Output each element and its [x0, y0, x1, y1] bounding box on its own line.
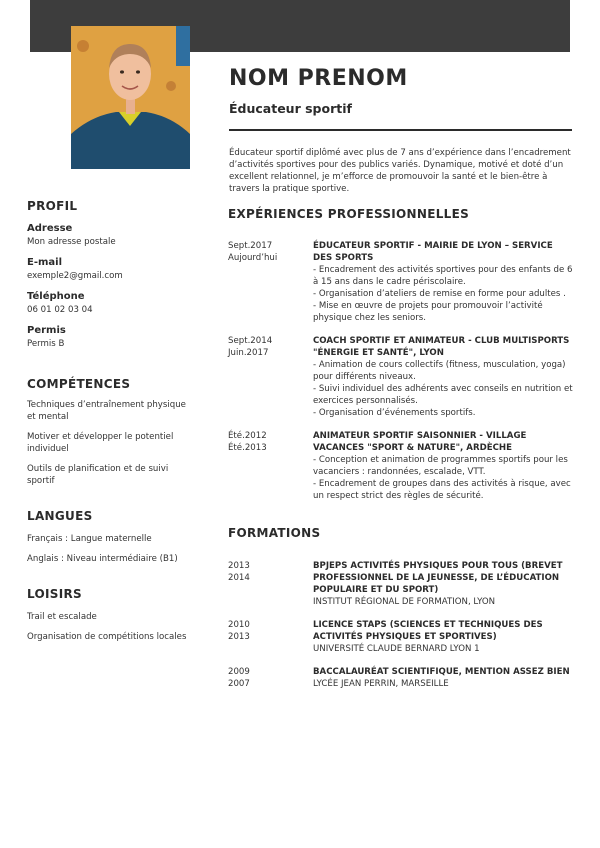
experience-bullet: - Encadrement de groupes dans des activités à risque, avec un respect strict des règles de sécurité. — [313, 479, 571, 501]
education-details — [313, 619, 573, 655]
education-dates: 2013 2014 — [228, 561, 250, 583]
education-school: INSTITUT RÉGIONAL DE FORMATION, LYON — [313, 597, 496, 607]
language-item: Français : Langue maternelle — [27, 534, 152, 544]
license-label: Permis — [27, 325, 66, 336]
skill-item: Outils de planification et de suivi sportif — [27, 464, 169, 486]
experience-bullet: - Encadrement des activités sportives pour des enfants de 6 à 15 ans dans le cadre périscolaire. — [313, 265, 573, 287]
experience-section-title: EXPÉRIENCES PROFESSIONNELLES — [228, 207, 470, 221]
experience-details — [313, 335, 573, 419]
experience-dates: Sept.2017 Aujourd’hui — [228, 241, 278, 263]
education-dates: 2010 2013 — [228, 620, 250, 642]
job-title: Éducateur sportif — [229, 101, 352, 116]
education-school: LYCÉE JEAN PERRIN, MARSEILLE — [313, 679, 449, 689]
hobby-item: Trail et escalade — [27, 612, 97, 622]
header-divider — [229, 129, 572, 131]
experience-title: COACH SPORTIF ET ANIMATEUR - CLUB MULTISPORTS "ÉNERGIE ET SANTÉ", LYON — [313, 336, 570, 358]
education-title: BACCALAURÉAT SCIENTIFIQUE, MENTION ASSEZ BIEN — [313, 667, 570, 677]
email-label: E-mail — [27, 257, 63, 268]
experience-bullet: - Organisation d’événements sportifs. — [313, 408, 476, 418]
hobby-item: Organisation de compétitions locales — [27, 632, 187, 642]
profile-photo — [71, 26, 190, 169]
experience-bullet: - Animation de cours collectifs (fitness, musculation, yoga) pour différents niveaux. — [313, 360, 566, 382]
email-value: exemple2@gmail.com — [27, 271, 123, 281]
profile-summary: Éducateur sportif diplômé avec plus de 7 ans d’expérience dans l’encadrement d’activités sportives pour des publics variés. Dynamique, motivé et doté d’un excellent relationnel, je m’efforce de promouvoir la santé et le bien-être à travers la pratique sportive. — [229, 148, 571, 194]
experience-title: ANIMATEUR SPORTIF SAISONNIER - VILLAGE VACANCES "SPORT & NATURE", ARDÈCHE — [313, 431, 527, 453]
skill-item: Motiver et développer le potentiel individuel — [27, 432, 174, 454]
person-name: NOM PRENOM — [229, 66, 408, 91]
experience-bullet: - Mise en œuvre de projets pour promouvoir l’activité physique chez les seniors. — [313, 301, 543, 323]
license-value: Permis B — [27, 339, 65, 349]
experience-dates: Sept.2014 Juin.2017 — [228, 336, 273, 358]
experience-bullet: - Organisation d’ateliers de remise en forme pour adultes . — [313, 289, 566, 299]
education-details — [313, 560, 573, 608]
phone-label: Téléphone — [27, 291, 85, 302]
skill-item: Techniques d’entraînement physique et mental — [27, 400, 186, 422]
hobbies-section-title: LOISIRS — [27, 587, 82, 601]
experience-bullet: - Suivi individuel des adhérents avec conseils en nutrition et exercices personnalisés. — [313, 384, 573, 406]
education-title: BPJEPS ACTIVITÉS PHYSIQUES POUR TOUS (BREVET PROFESSIONNEL DE LA JEUNESSE, DE L’ÉDUCATION POPULAIRE ET DU SPORT) — [313, 561, 563, 595]
phone-value: 06 01 02 03 04 — [27, 305, 93, 315]
address-label: Adresse — [27, 223, 73, 234]
education-section-title: FORMATIONS — [228, 526, 321, 540]
experience-title: ÉDUCATEUR SPORTIF - MAIRIE DE LYON – SERVICE DES SPORTS — [313, 241, 553, 263]
education-details — [313, 666, 573, 690]
experience-details — [313, 240, 573, 324]
profile-section-title: PROFIL — [27, 199, 78, 213]
experience-details — [313, 430, 573, 502]
skills-section-title: COMPÉTENCES — [27, 377, 131, 391]
left-column — [27, 199, 197, 643]
experience-dates: Été.2012 Été.2013 — [228, 431, 267, 453]
experience-bullet: - Conception et animation de programmes sportifs pour les vacanciers : randonnées, escalade, VTT. — [313, 455, 568, 477]
address-value: Mon adresse postale — [27, 237, 116, 247]
education-school: UNIVERSITÉ CLAUDE BERNARD LYON 1 — [313, 644, 480, 654]
language-item: Anglais : Niveau intermédiaire (B1) — [27, 554, 178, 564]
languages-section-title: LANGUES — [27, 509, 93, 523]
education-dates: 2009 2007 — [228, 667, 250, 689]
education-title: LICENCE STAPS (SCIENCES ET TECHNIQUES DES ACTIVITÉS PHYSIQUES ET SPORTIVES) — [313, 620, 543, 642]
